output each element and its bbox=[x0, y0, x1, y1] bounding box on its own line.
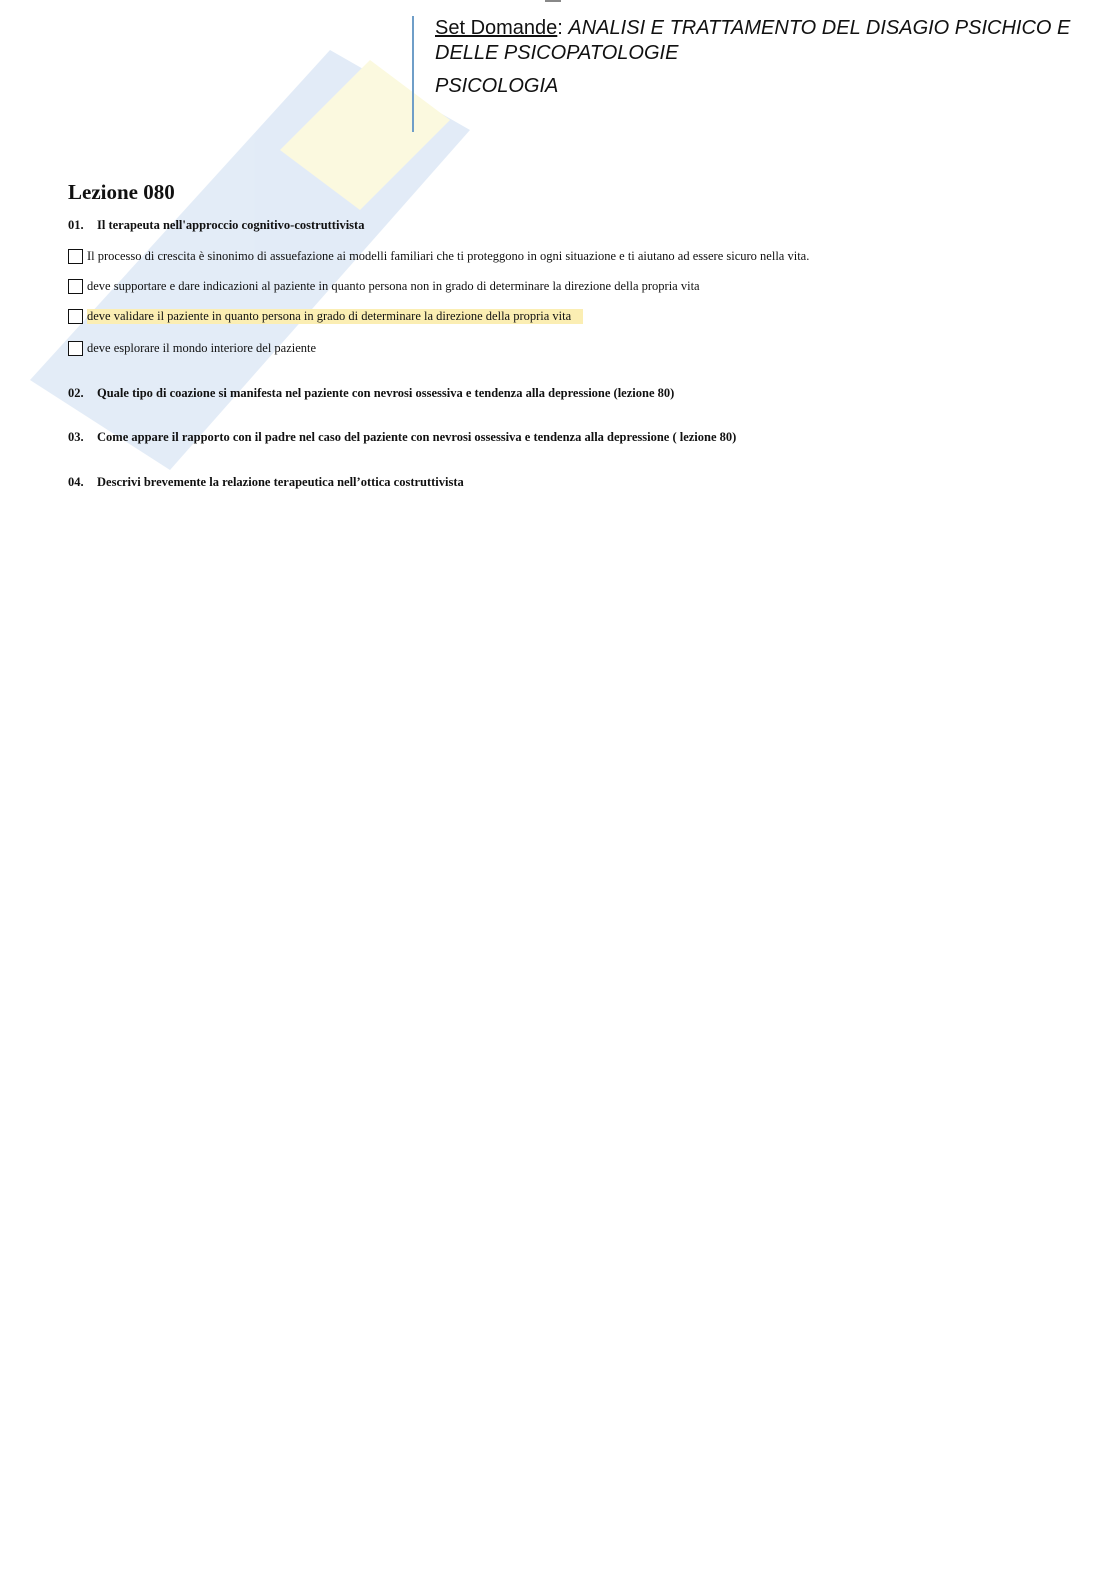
answer-option-2[interactable] bbox=[68, 276, 700, 296]
question-text: Quale tipo di coazione si manifesta nel paziente con nevrosi ossessiva e tendenza alla depressione (lezione 80) bbox=[97, 386, 675, 400]
question-text: Il terapeuta nell'approccio cognitivo-costruttivista bbox=[97, 218, 365, 232]
question-number: 01. bbox=[68, 218, 84, 232]
option-text-highlighted: deve validare il paziente in quanto persona in grado di determinare la direzione della propria vita bbox=[87, 309, 583, 324]
question-03 bbox=[68, 430, 736, 445]
option-text: deve esplorare il mondo interiore del paziente bbox=[87, 340, 317, 355]
checkbox[interactable] bbox=[68, 279, 83, 294]
option-text: Il processo di crescita è sinonimo di assuefazione ai modelli familiari che ti proteggono in ogni situazione e ti aiutano ad essere sicuro nella vita. bbox=[87, 248, 810, 263]
question-number: 02. bbox=[68, 386, 84, 400]
answer-option-4[interactable] bbox=[68, 338, 316, 358]
header-separator: : bbox=[557, 17, 569, 39]
document-header bbox=[435, 16, 1105, 99]
checkbox[interactable] bbox=[68, 341, 83, 356]
lesson-title: Lezione 080 bbox=[68, 180, 175, 204]
course-title: ANALISI E TRATTAMENTO DEL DISAGIO PSICHICO E DELLE PSICOPATOLOGIE bbox=[435, 17, 1071, 64]
answer-option-3[interactable] bbox=[68, 306, 583, 326]
question-04 bbox=[68, 475, 464, 490]
set-label: Set Domande bbox=[435, 17, 558, 39]
question-01 bbox=[68, 218, 364, 233]
question-text: Come appare il rapporto con il padre nel caso del paziente con nevrosi ossessiva e tendenza alla depressione ( lezione 80) bbox=[97, 430, 737, 444]
checkbox[interactable] bbox=[68, 309, 83, 324]
question-number: 04. bbox=[68, 475, 84, 489]
checkbox[interactable] bbox=[68, 249, 83, 264]
top-dash bbox=[545, 0, 561, 2]
header-rule bbox=[412, 16, 414, 132]
subject-label: PSICOLOGIA bbox=[435, 75, 559, 97]
question-02 bbox=[68, 386, 674, 401]
question-number: 03. bbox=[68, 430, 84, 444]
question-text: Descrivi brevemente la relazione terapeutica nell’ottica costruttivista bbox=[97, 475, 464, 489]
option-text: deve supportare e dare indicazioni al paziente in quanto persona non in grado di determinare la direzione della propria vita bbox=[87, 278, 700, 293]
answer-option-1[interactable] bbox=[68, 246, 809, 266]
